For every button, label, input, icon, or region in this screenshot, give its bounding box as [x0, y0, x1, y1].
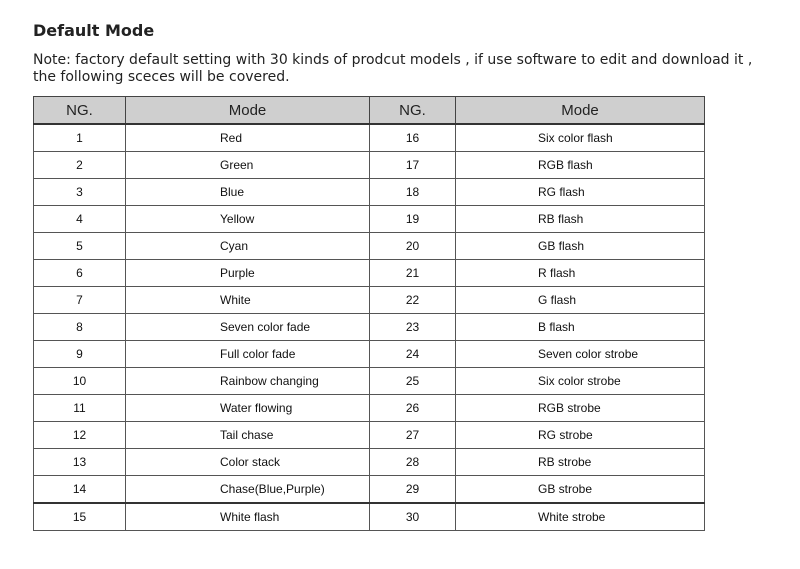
ng-cell: 14: [34, 476, 126, 504]
mode-cell: B flash: [456, 314, 705, 341]
default-mode-table: [33, 96, 705, 531]
header-ng-left: NG.: [34, 97, 126, 125]
ng-cell: 29: [370, 476, 456, 504]
mode-cell: RB strobe: [456, 449, 705, 476]
table-row: [34, 341, 705, 368]
note-text: [33, 52, 798, 86]
mode-cell: Green: [126, 152, 370, 179]
mode-cell: RGB flash: [456, 152, 705, 179]
ng-cell: 3: [34, 179, 126, 206]
ng-cell: 4: [34, 206, 126, 233]
table-row: [34, 476, 705, 504]
ng-cell: 18: [370, 179, 456, 206]
note-line-1: Note: factory default setting with 30 kinds of prodcut models , if use software to edit and download it ,: [33, 52, 753, 68]
ng-cell: 26: [370, 395, 456, 422]
ng-cell: 2: [34, 152, 126, 179]
mode-cell: Purple: [126, 260, 370, 287]
table-row: [34, 260, 705, 287]
mode-cell: RGB strobe: [456, 395, 705, 422]
mode-cell: Water flowing: [126, 395, 370, 422]
ng-cell: 22: [370, 287, 456, 314]
ng-cell: 9: [34, 341, 126, 368]
table-body: [34, 124, 705, 531]
table-row: [34, 179, 705, 206]
ng-cell: 8: [34, 314, 126, 341]
ng-cell: 19: [370, 206, 456, 233]
table-header-row: [34, 97, 705, 125]
ng-cell: 23: [370, 314, 456, 341]
mode-cell: R flash: [456, 260, 705, 287]
mode-cell: G flash: [456, 287, 705, 314]
table-row: [34, 124, 705, 152]
table-row: [34, 314, 705, 341]
mode-cell: Chase(Blue,Purple): [126, 476, 370, 504]
ng-cell: 16: [370, 124, 456, 152]
ng-cell: 7: [34, 287, 126, 314]
ng-cell: 15: [34, 503, 126, 531]
ng-cell: 27: [370, 422, 456, 449]
mode-cell: Full color fade: [126, 341, 370, 368]
mode-cell: Yellow: [126, 206, 370, 233]
table-row: [34, 368, 705, 395]
mode-cell: White strobe: [456, 503, 705, 531]
table-row: [34, 287, 705, 314]
mode-cell: Red: [126, 124, 370, 152]
ng-cell: 28: [370, 449, 456, 476]
ng-cell: 24: [370, 341, 456, 368]
ng-cell: 1: [34, 124, 126, 152]
mode-cell: Six color flash: [456, 124, 705, 152]
ng-cell: 6: [34, 260, 126, 287]
table-row: [34, 449, 705, 476]
ng-cell: 21: [370, 260, 456, 287]
ng-cell: 13: [34, 449, 126, 476]
table-row: [34, 233, 705, 260]
table-row: [34, 206, 705, 233]
ng-cell: 17: [370, 152, 456, 179]
table-row: [34, 503, 705, 531]
mode-cell: Rainbow changing: [126, 368, 370, 395]
mode-cell: Color stack: [126, 449, 370, 476]
ng-cell: 30: [370, 503, 456, 531]
mode-cell: RG flash: [456, 179, 705, 206]
table-row: [34, 422, 705, 449]
table-row: [34, 152, 705, 179]
page-title: Default Mode: [33, 21, 155, 40]
header-mode-left: Mode: [126, 97, 370, 125]
note-line-2: the following sceces will be covered.: [33, 69, 290, 85]
mode-cell: Blue: [126, 179, 370, 206]
table-row: [34, 395, 705, 422]
mode-cell: GB strobe: [456, 476, 705, 504]
ng-cell: 12: [34, 422, 126, 449]
mode-cell: Tail chase: [126, 422, 370, 449]
header-mode-right: Mode: [456, 97, 705, 125]
mode-cell: Seven color strobe: [456, 341, 705, 368]
mode-cell: White flash: [126, 503, 370, 531]
mode-cell: Six color strobe: [456, 368, 705, 395]
ng-cell: 5: [34, 233, 126, 260]
mode-cell: RB flash: [456, 206, 705, 233]
mode-cell: Cyan: [126, 233, 370, 260]
mode-cell: RG strobe: [456, 422, 705, 449]
ng-cell: 11: [34, 395, 126, 422]
ng-cell: 20: [370, 233, 456, 260]
mode-cell: White: [126, 287, 370, 314]
ng-cell: 25: [370, 368, 456, 395]
ng-cell: 10: [34, 368, 126, 395]
header-ng-right: NG.: [370, 97, 456, 125]
mode-cell: Seven color fade: [126, 314, 370, 341]
mode-cell: GB flash: [456, 233, 705, 260]
